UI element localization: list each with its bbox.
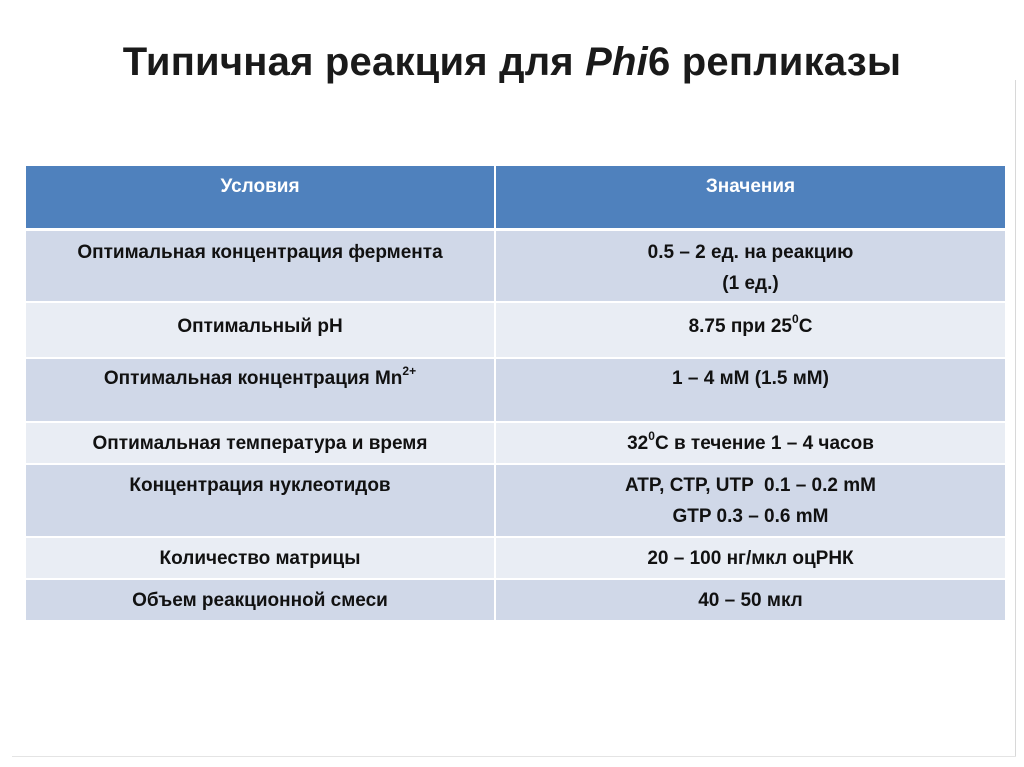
value-line: 0.5 – 2 ед. на реакцию	[647, 241, 854, 263]
condition-cell: Оптимальная концентрация фермента	[26, 229, 495, 302]
value-line: ATP, CTP, UTP 0.1 – 0.2 mM	[625, 475, 876, 496]
value-cell: 40 – 50 мкл	[495, 579, 1005, 621]
value-text: C в течение 1 – 4 часов	[654, 433, 874, 454]
condition-cell	[26, 358, 495, 422]
condition-cell: Концентрация нуклеотидов	[26, 464, 495, 537]
condition-cell: Оптимальный pH	[26, 302, 495, 358]
slide-edge-right	[1005, 80, 1016, 757]
condition-text: Оптимальная концентрация Mn	[103, 368, 403, 389]
table-header-row	[26, 166, 1005, 229]
value-text: C	[798, 316, 813, 337]
value-cell: 20 – 100 нг/мкл оцРНК	[495, 537, 1005, 579]
table-row	[26, 579, 1005, 621]
superscript: 0	[792, 312, 799, 326]
header-values: Значения	[495, 166, 1005, 229]
table-row	[26, 302, 1005, 358]
title-suffix: 6 репликазы	[648, 40, 902, 84]
condition-cell: Количество матрицы	[26, 537, 495, 579]
reaction-conditions-table	[26, 166, 1005, 622]
table-row	[26, 422, 1005, 464]
superscript: 2+	[402, 364, 417, 378]
value-line: (1 ед.)	[722, 272, 779, 294]
value-cell	[495, 229, 1005, 302]
title-phi: Phi	[585, 40, 648, 84]
value-cell	[495, 422, 1005, 464]
slide-edge-bottom	[12, 756, 1016, 757]
condition-cell: Объем реакционной смеси	[26, 579, 495, 621]
value-cell	[495, 302, 1005, 358]
superscript: 0	[648, 429, 655, 443]
table-row	[26, 358, 1005, 422]
value-cell: 1 – 4 мМ (1.5 мМ)	[495, 358, 1005, 422]
header-conditions: Условия	[26, 166, 495, 229]
value-cell	[495, 464, 1005, 537]
slide-title	[0, 40, 1024, 85]
table-row	[26, 229, 1005, 302]
condition-cell: Оптимальная температура и время	[26, 422, 495, 464]
title-prefix: Типичная реакция для	[122, 40, 586, 84]
table-row	[26, 537, 1005, 579]
value-line: GTP 0.3 – 0.6 mM	[672, 506, 829, 527]
value-text: 32	[627, 433, 649, 454]
table-row	[26, 464, 1005, 537]
value-text: 8.75 при 25	[688, 316, 792, 337]
